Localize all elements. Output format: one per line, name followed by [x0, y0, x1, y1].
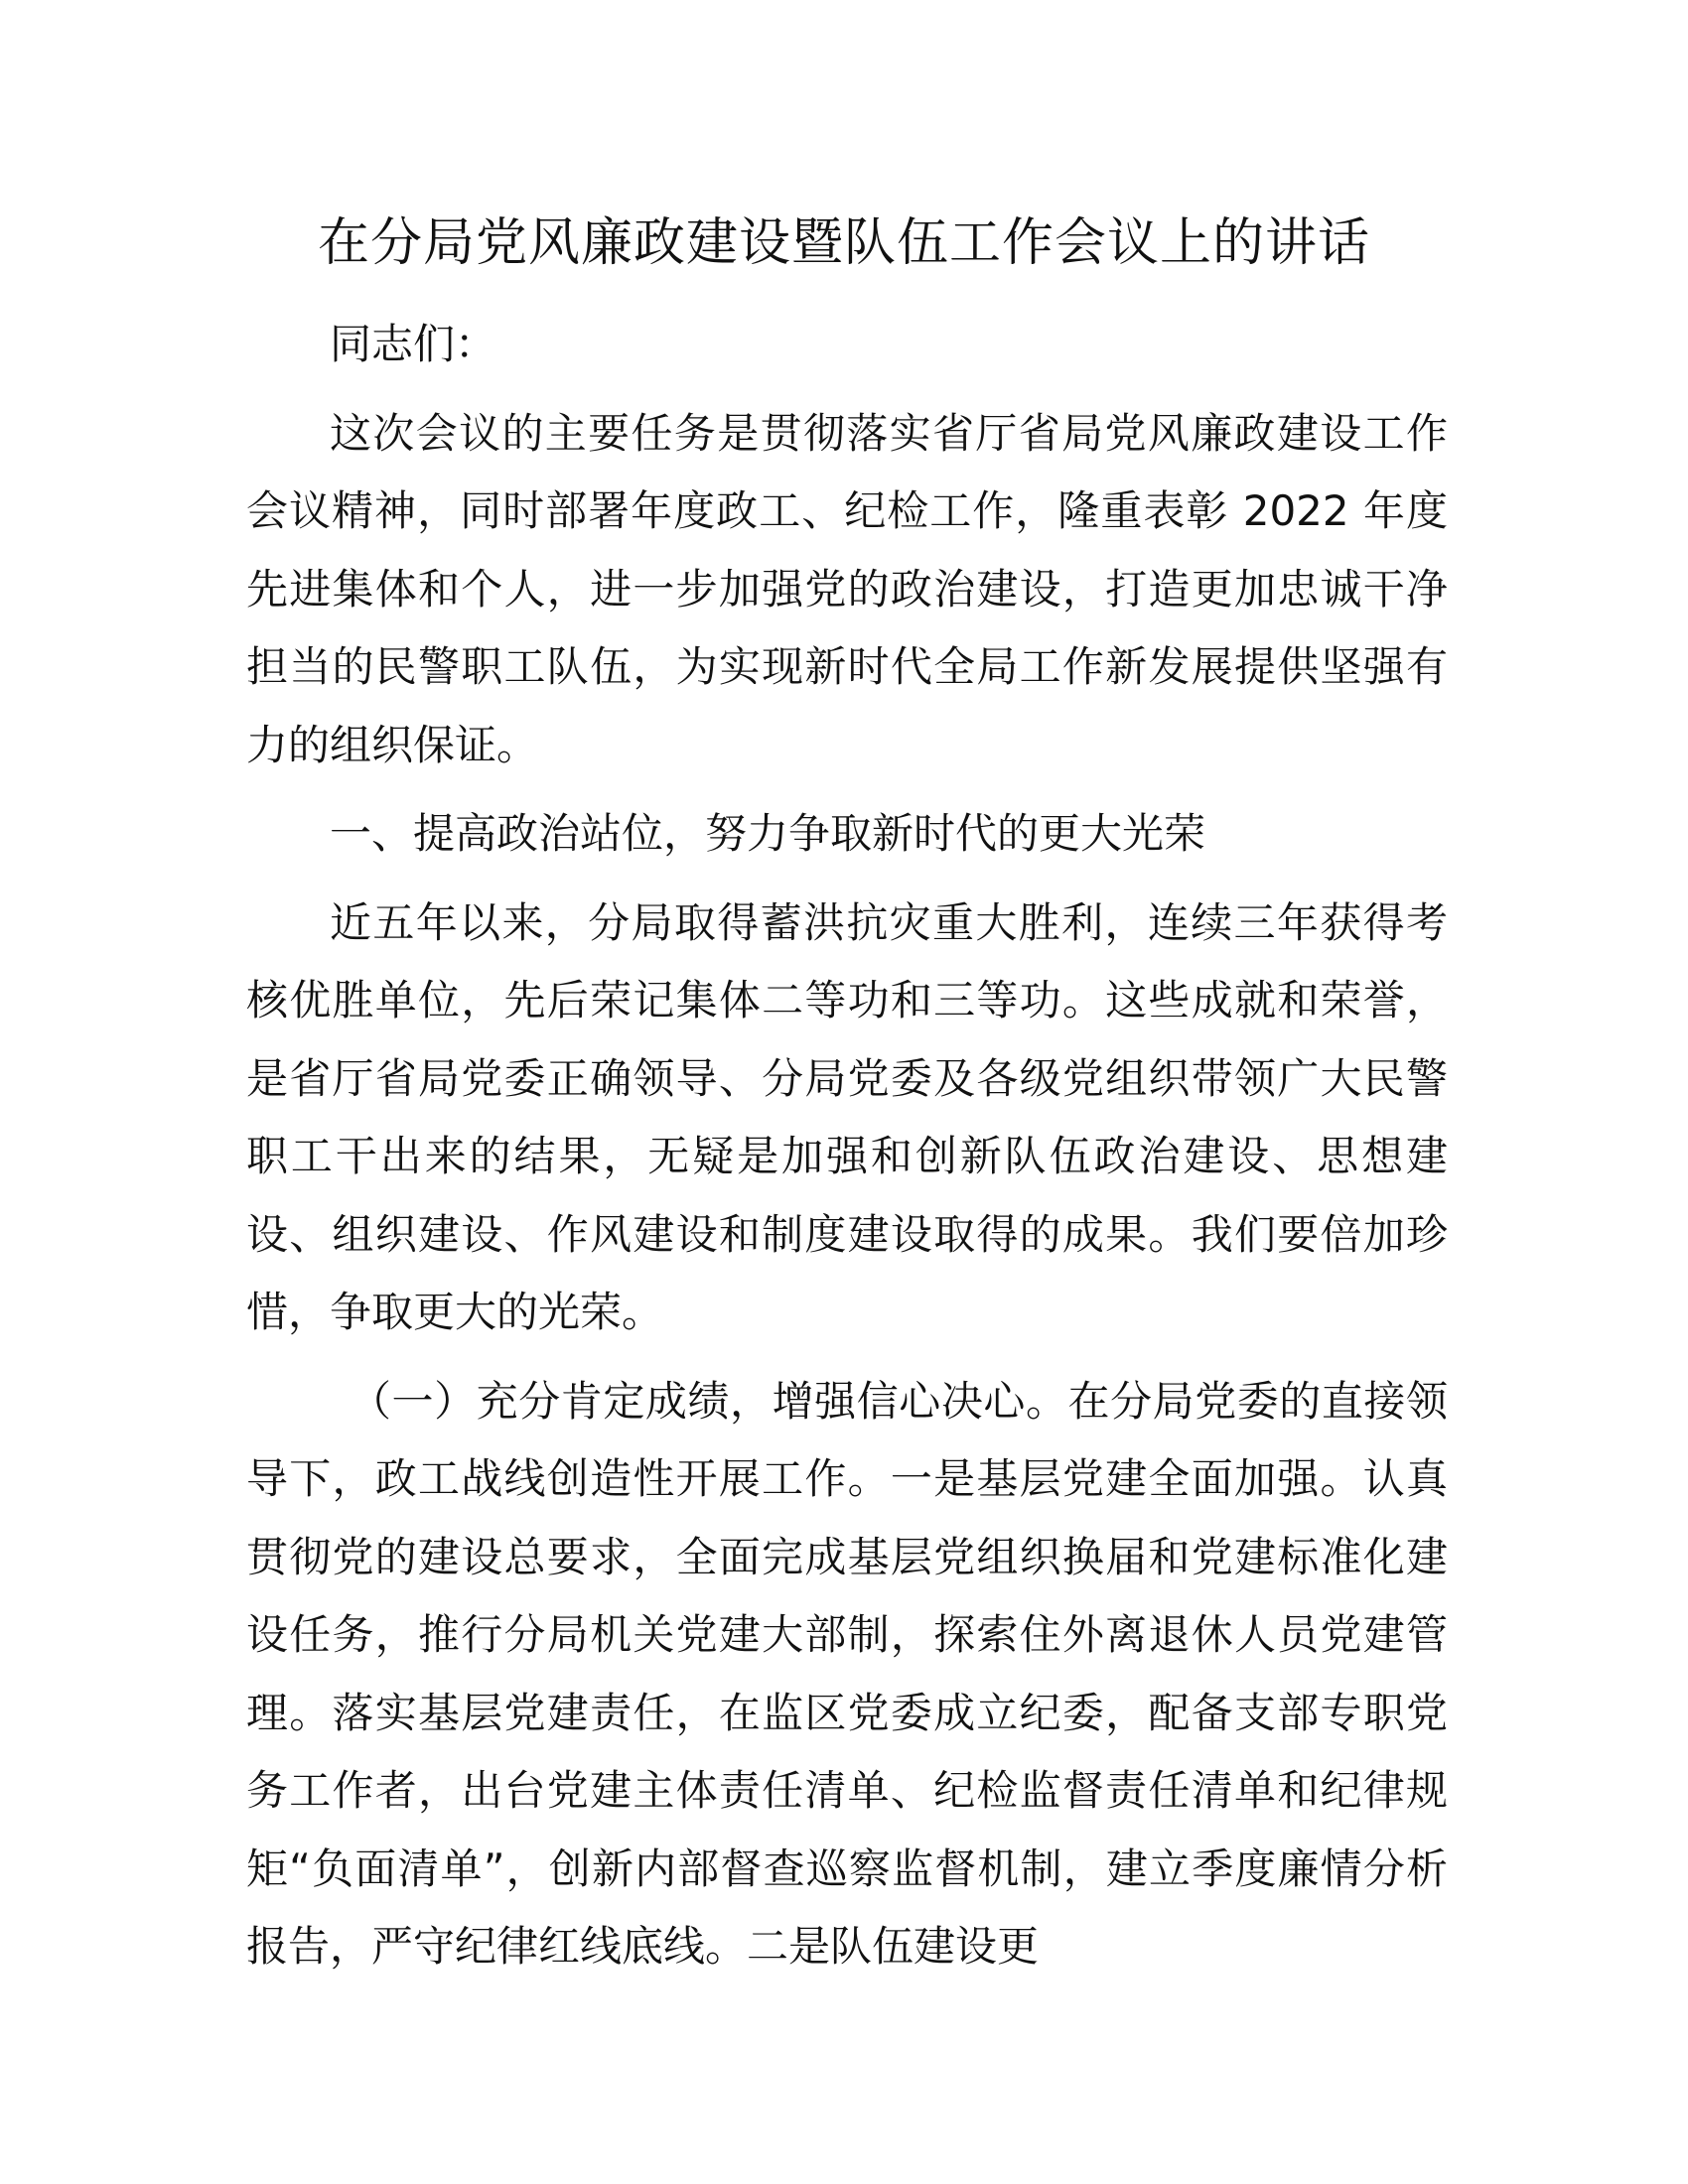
subsection-paragraph-1: （一）充分肯定成绩，增强信心决心。在分局党委的直接领导下，政工战线创造性开展工作。一是基层党建全面加强。认真贯彻党的建设总要求，全面完成基层党组织换届和党建标准化建设任务，推行分局机关党建大部制，探索住外离退休人员党建管理。落实基层党建责任，在监区党委成立纪委，配备支部专职党务工作者，出台党建主体责任清单、纪检监督责任清单和纪律规矩“负面清单”，创新内部督查巡察监督机制，建立季度廉情分析报告，严守纪律红线底线。二是队伍建设更: [246, 1376, 1448, 1971]
section-heading-1: 一、提高政治站位，努力争取新时代的更大光荣: [330, 809, 1206, 858]
achievements-paragraph: 近五年以来，分局取得蓄洪抗灾重大胜利，连续三年获得考核优胜单位，先后荣记集体二等功和三等功。这些成就和荣誉，是省厅省局党委正确领导、分局党委及各级党组织带领广大民警职工干出来的结果，无疑是加强和创新队伍政治建设、思想建设、组织建设、作风建设和制度建设取得的成果。我们要倍加珍惜，争取更大的光荣。: [246, 897, 1448, 1336]
intro-paragraph: 这次会议的主要任务是贯彻落实省厅省局党风廉政建设工作会议精神，同时部署年度政工、纪检工作，隆重表彰 2022 年度先进集体和个人，进一步加强党的政治建设，打造更加忠诚干净担当的民警职工队伍，为实现新时代全局工作新发展提供坚强有力的组织保证。: [246, 408, 1448, 769]
document-title: 在分局党风廉政建设暨队伍工作会议上的讲话: [317, 213, 1370, 273]
document-body: [246, 306, 1448, 1997]
salutation-paragraph: 同志们：: [330, 320, 497, 368]
